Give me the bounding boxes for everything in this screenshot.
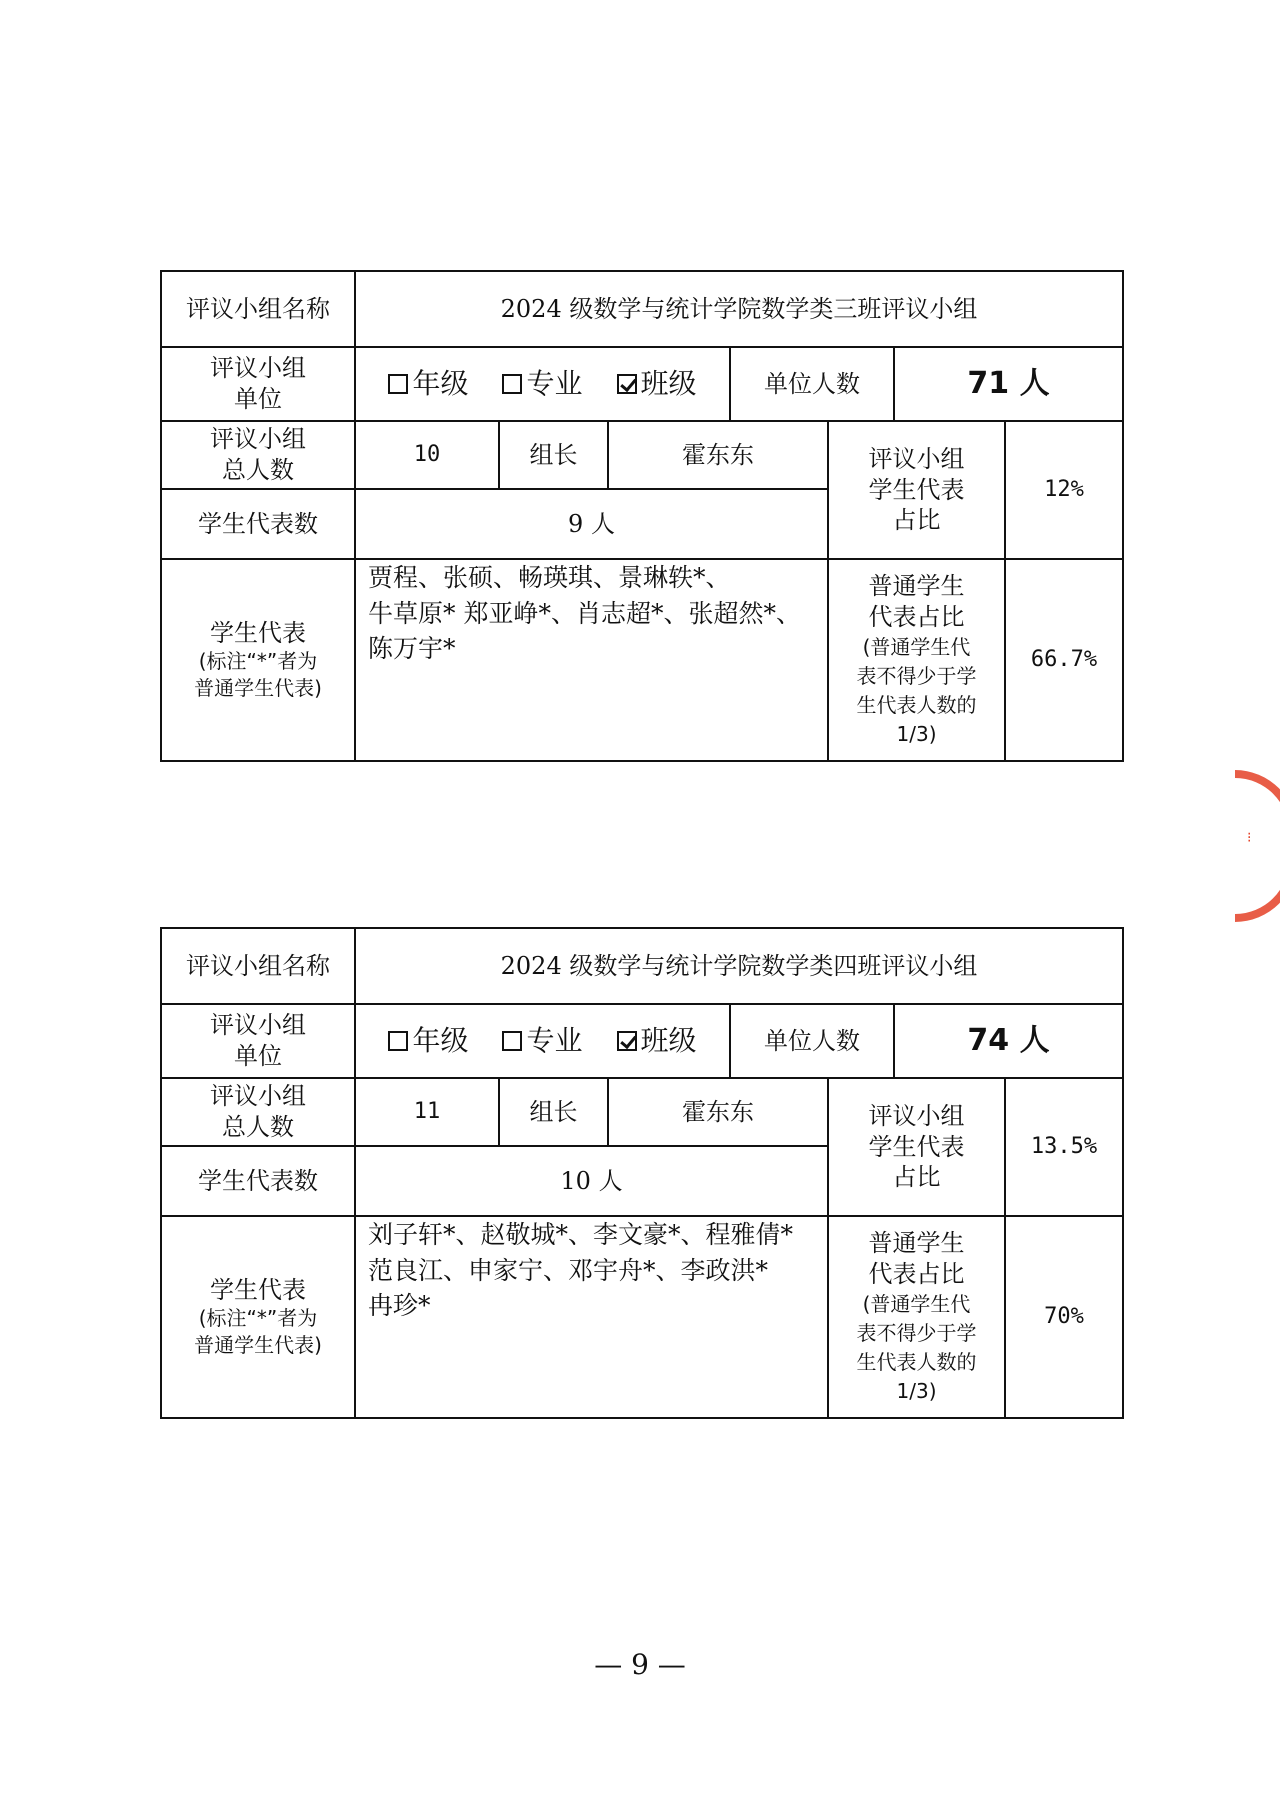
reps-note-line2: 普通学生代表) bbox=[194, 1333, 322, 1358]
reps-count-label-text: 学生代表数 bbox=[198, 509, 318, 538]
ordinary-note-line4: 1/3) bbox=[896, 721, 937, 746]
reps-count-value: 10 人 bbox=[560, 1166, 623, 1195]
unit-count-label bbox=[731, 1005, 893, 1077]
reps-count-label bbox=[162, 490, 354, 558]
ratio-label-line1: 评议小组 bbox=[868, 444, 965, 473]
ratio-value-text: 13.5% bbox=[1030, 1133, 1098, 1159]
ratio-value bbox=[1006, 422, 1122, 558]
ordinary-note-line2: 表不得少于学 bbox=[856, 663, 977, 688]
leader-name bbox=[609, 1079, 827, 1145]
group-name-label-text: 评议小组名称 bbox=[186, 951, 330, 980]
checkbox-checked-class-icon[interactable] bbox=[617, 374, 637, 394]
reps-count-value: 9 人 bbox=[568, 509, 615, 538]
option-grade-label: 年级 bbox=[412, 1024, 469, 1058]
option-major[interactable] bbox=[502, 366, 582, 402]
ordinary-ratio-value bbox=[1006, 1217, 1122, 1417]
ratio-label-line2: 学生代表 bbox=[868, 1132, 965, 1161]
ordinary-ratio-label bbox=[829, 560, 1004, 760]
ratio-label-line1: 评议小组 bbox=[868, 1101, 965, 1130]
group-name-label bbox=[162, 929, 354, 1003]
ratio-label bbox=[829, 1079, 1004, 1215]
ordinary-ratio-value bbox=[1006, 560, 1122, 760]
ratio-value bbox=[1006, 1079, 1122, 1215]
group-name-label-text: 评议小组名称 bbox=[186, 294, 330, 323]
unit-count-value: 74 人 bbox=[967, 1022, 1050, 1058]
total-count-value: 11 bbox=[413, 1098, 441, 1124]
ordinary-note-line4: 1/3) bbox=[896, 1378, 937, 1403]
total-label-line1: 评议小组 bbox=[210, 425, 306, 454]
unit-options bbox=[356, 348, 729, 420]
unit-count bbox=[895, 348, 1122, 420]
option-grade-label: 年级 bbox=[412, 367, 469, 401]
unit-count-label bbox=[731, 348, 893, 420]
ratio-label-line3: 占比 bbox=[892, 1163, 941, 1192]
ordinary-label-line2: 代表占比 bbox=[868, 1260, 965, 1288]
unit-label-line1: 评议小组 bbox=[210, 354, 306, 383]
option-class[interactable] bbox=[617, 1023, 697, 1059]
ordinary-note-line2: 表不得少于学 bbox=[856, 1320, 977, 1345]
group-name bbox=[356, 272, 1122, 346]
reps-names-line3: 陈万宇* bbox=[368, 634, 456, 663]
unit-count-label-text: 单位人数 bbox=[764, 1026, 860, 1055]
total-label bbox=[162, 422, 354, 488]
ordinary-note-line1: (普通学生代 bbox=[862, 1291, 971, 1316]
reps-label bbox=[162, 1217, 354, 1417]
ordinary-ratio-label bbox=[829, 1217, 1004, 1417]
ratio-label-line3: 占比 bbox=[892, 506, 941, 535]
total-label-line1: 评议小组 bbox=[210, 1082, 306, 1111]
unit-label-line1: 评议小组 bbox=[210, 1011, 306, 1040]
ratio-value-text: 12% bbox=[1044, 476, 1084, 502]
checkbox-checked-class-icon[interactable] bbox=[617, 1031, 637, 1051]
option-class[interactable] bbox=[617, 366, 697, 402]
leader-label bbox=[500, 422, 607, 488]
reps-label-text: 学生代表 bbox=[210, 1275, 306, 1304]
checkbox-grade-icon[interactable] bbox=[388, 1031, 408, 1051]
leader-label-text: 组长 bbox=[529, 1097, 578, 1126]
reps-names-line2: 牛草原* 郑亚峥*、肖志超*、张超然*、 bbox=[368, 598, 801, 628]
option-grade[interactable] bbox=[388, 1023, 468, 1059]
reps-label-text: 学生代表 bbox=[210, 618, 306, 647]
checkbox-major-icon[interactable] bbox=[502, 1031, 522, 1051]
reps-note-line2: 普通学生代表) bbox=[194, 676, 322, 701]
reps-count bbox=[356, 1147, 827, 1215]
option-grade[interactable] bbox=[388, 366, 468, 402]
ordinary-label-line2: 代表占比 bbox=[868, 603, 965, 631]
ordinary-note-line1: (普通学生代 bbox=[862, 634, 971, 659]
option-class-label: 班级 bbox=[640, 367, 697, 401]
unit-count-value: 71 人 bbox=[967, 365, 1050, 401]
group-name-text: 2024 级数学与统计学院数学类四班评议小组 bbox=[500, 951, 978, 980]
unit-count-label-text: 单位人数 bbox=[764, 369, 860, 398]
unit-count bbox=[895, 1005, 1122, 1077]
reps-note-line1: (标注“*”者为 bbox=[198, 1306, 318, 1331]
option-major-label: 专业 bbox=[526, 367, 583, 401]
leader-name-text: 霍东东 bbox=[682, 440, 754, 469]
ratio-label bbox=[829, 422, 1004, 558]
total-label-line2: 总人数 bbox=[222, 1113, 294, 1141]
unit-label-line2: 单位 bbox=[234, 1042, 282, 1070]
unit-options bbox=[356, 1005, 729, 1077]
option-major[interactable] bbox=[502, 1023, 582, 1059]
leader-name-text: 霍东东 bbox=[682, 1097, 754, 1126]
checkbox-grade-icon[interactable] bbox=[388, 374, 408, 394]
unit-label-line2: 单位 bbox=[234, 385, 282, 413]
total-label-line2: 总人数 bbox=[222, 456, 294, 484]
reps-names-line2: 范良江、申家宁、邓宇舟*、李政洪* bbox=[368, 1255, 769, 1285]
reps-count-label-text: 学生代表数 bbox=[198, 1166, 318, 1195]
reps-names-line3: 冉珍* bbox=[368, 1291, 431, 1320]
group-name bbox=[356, 929, 1122, 1003]
reps-names bbox=[356, 560, 827, 760]
unit-label bbox=[162, 348, 354, 420]
ordinary-label-line1: 普通学生 bbox=[868, 572, 965, 601]
evaluation-group-table-1 bbox=[160, 270, 1124, 762]
leader-name bbox=[609, 422, 827, 488]
reps-count-label bbox=[162, 1147, 354, 1215]
reps-names bbox=[356, 1217, 827, 1417]
evaluation-group-table-2 bbox=[160, 927, 1124, 1419]
reps-label bbox=[162, 560, 354, 760]
ordinary-ratio-value-text: 70% bbox=[1044, 1303, 1084, 1329]
ordinary-note-line3: 生代表人数的 bbox=[856, 1349, 977, 1374]
ordinary-ratio-value-text: 66.7% bbox=[1030, 646, 1098, 672]
group-name-label bbox=[162, 272, 354, 346]
total-count-value: 10 bbox=[413, 441, 441, 467]
option-class-label: 班级 bbox=[640, 1024, 697, 1058]
unit-label bbox=[162, 1005, 354, 1077]
reps-count bbox=[356, 490, 827, 558]
ratio-label-line2: 学生代表 bbox=[868, 475, 965, 504]
option-major-label: 专业 bbox=[526, 1024, 583, 1058]
ordinary-note-line3: 生代表人数的 bbox=[856, 692, 977, 717]
seal-mark-icon: ⁝ bbox=[1247, 830, 1252, 846]
reps-note-line1: (标注“*”者为 bbox=[198, 649, 318, 674]
reps-names-line1: 贾程、张硕、畅瑛琪、景琳轶*、 bbox=[368, 563, 731, 592]
total-count bbox=[356, 1079, 498, 1145]
checkbox-major-icon[interactable] bbox=[502, 374, 522, 394]
total-label bbox=[162, 1079, 354, 1145]
leader-label bbox=[500, 1079, 607, 1145]
ordinary-label-line1: 普通学生 bbox=[868, 1229, 965, 1258]
group-name-text: 2024 级数学与统计学院数学类三班评议小组 bbox=[500, 294, 978, 323]
page-number: — 9 — bbox=[594, 1648, 686, 1681]
total-count bbox=[356, 422, 498, 488]
reps-names-line1: 刘子轩*、赵敬城*、李文豪*、程雅倩* bbox=[368, 1220, 794, 1249]
official-seal-fragment bbox=[1235, 770, 1280, 922]
leader-label-text: 组长 bbox=[529, 440, 578, 469]
